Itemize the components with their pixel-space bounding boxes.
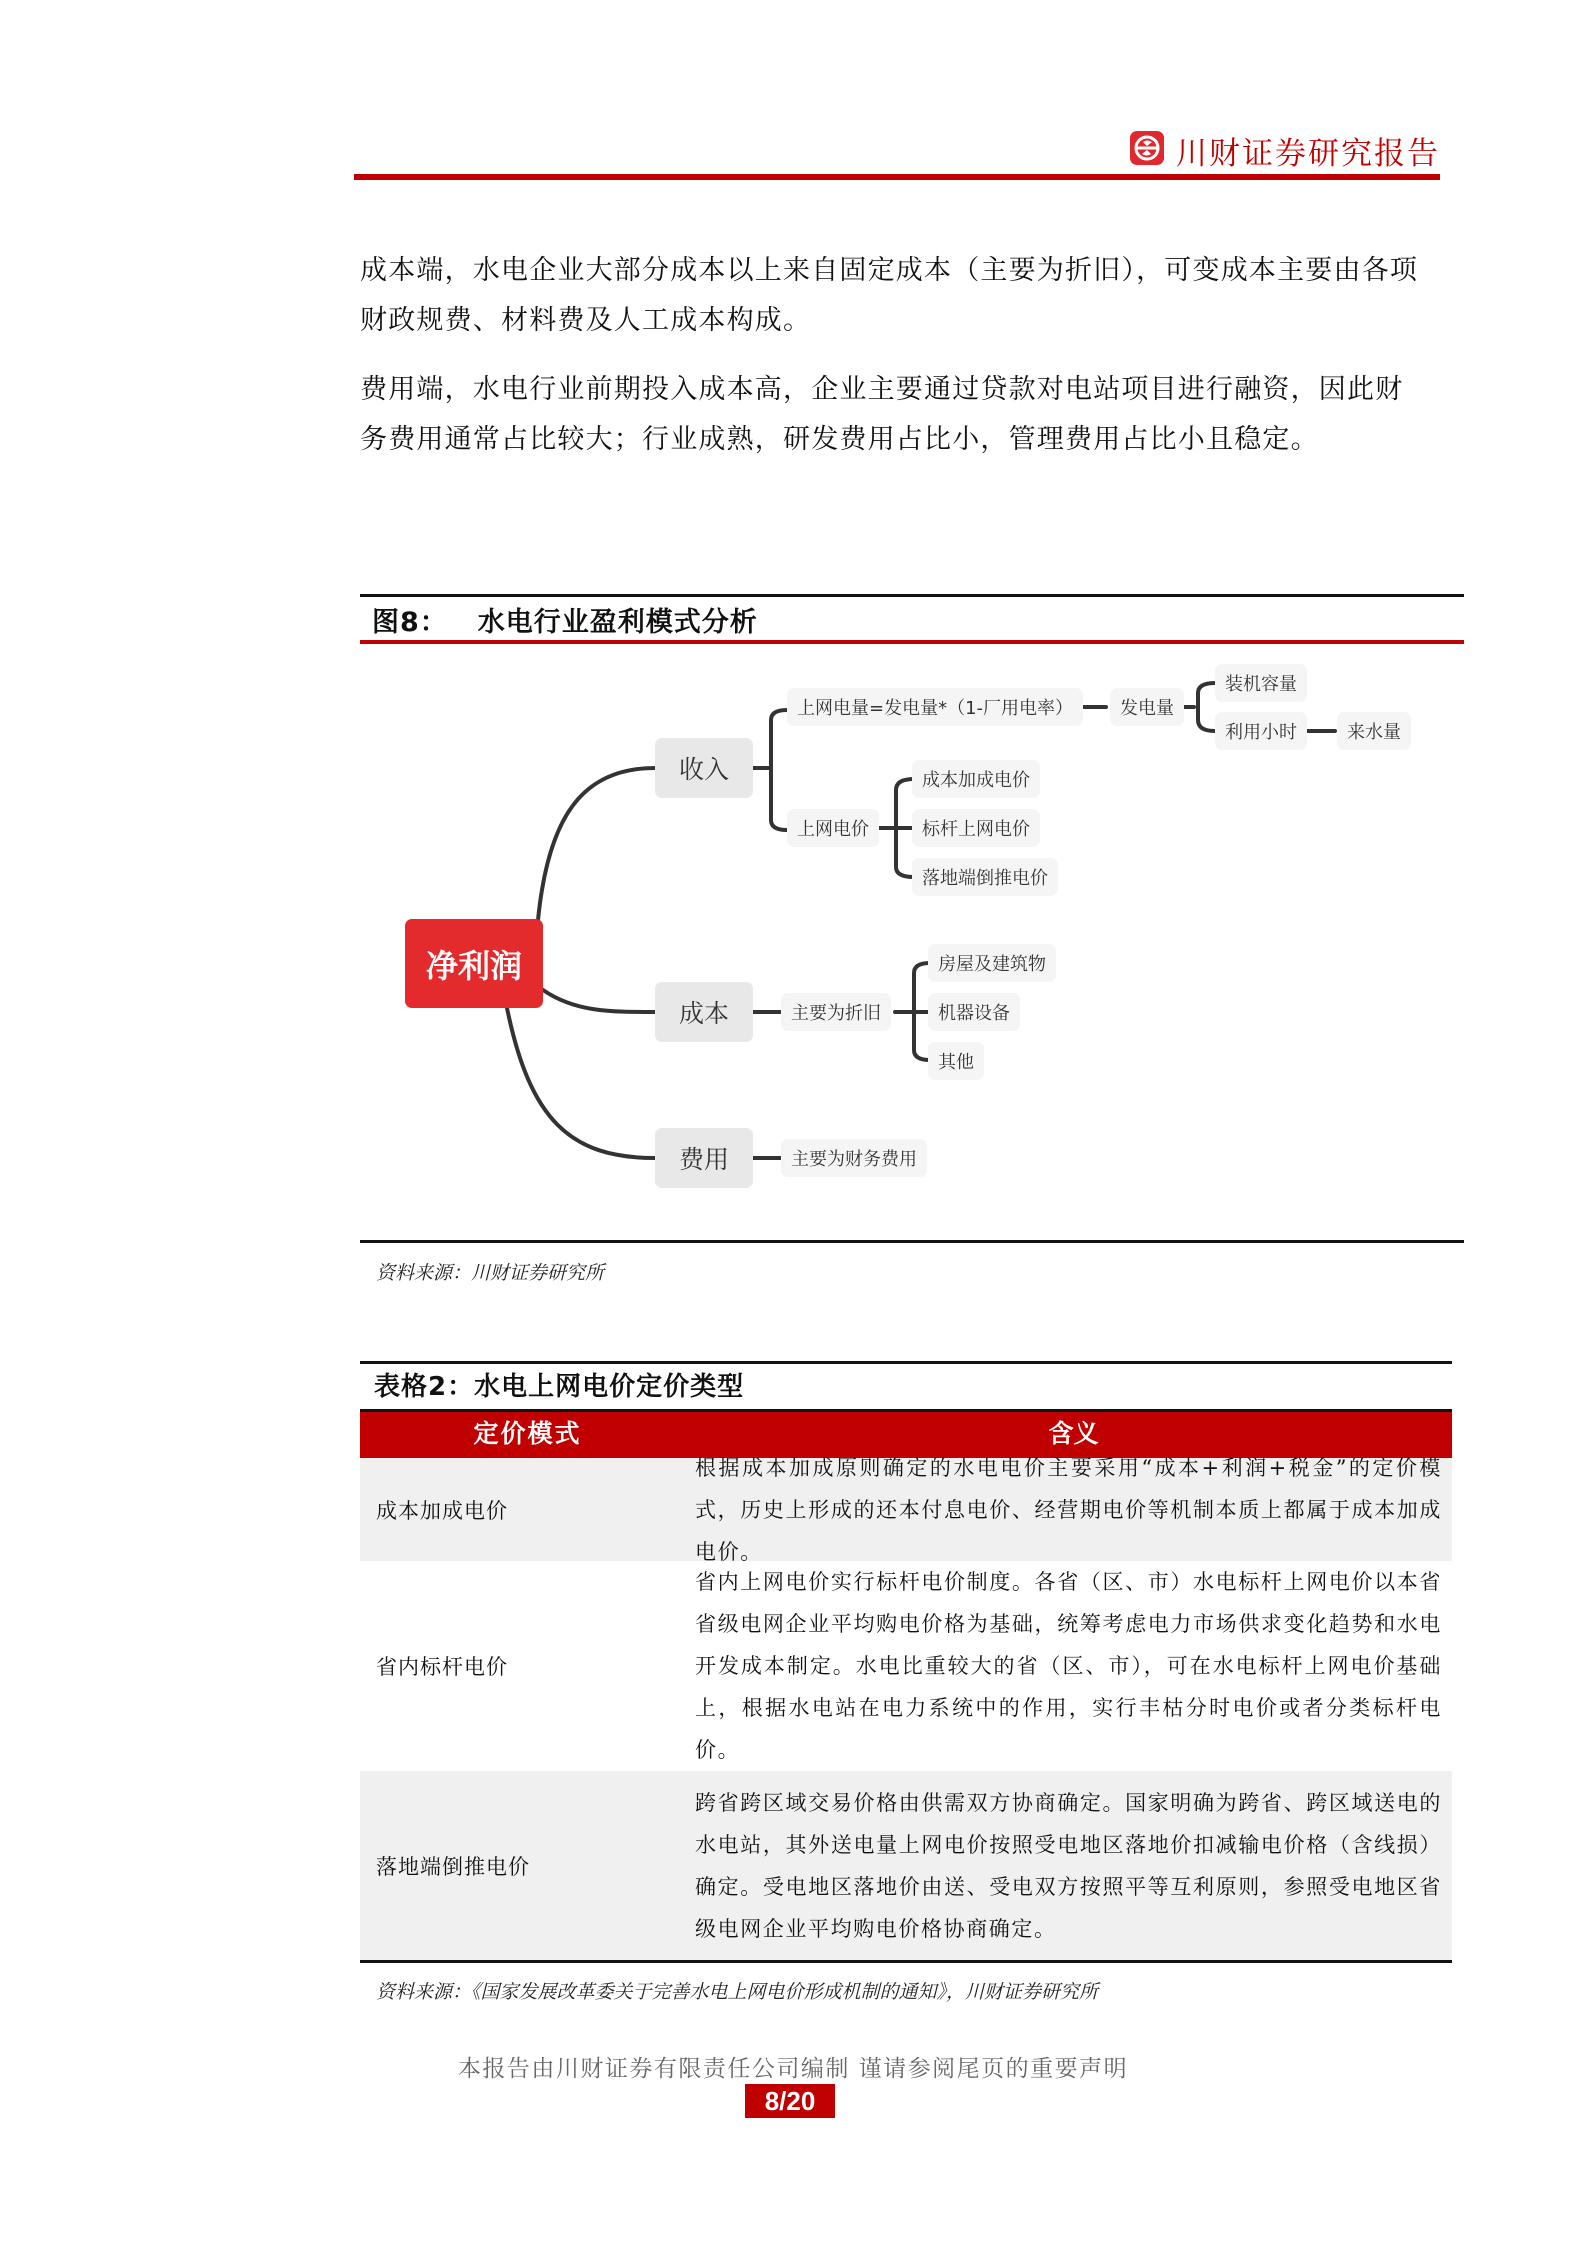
column-header-meaning: 含义: [1048, 1419, 1099, 1448]
table-bottom-rule: [360, 1960, 1452, 1963]
mindmap-node-inflow: 来水量: [1337, 712, 1411, 750]
mindmap-node-revenue: 收入: [655, 738, 753, 798]
table-row: [360, 1561, 1452, 1771]
cell-mode: 成本加成电价: [376, 1498, 508, 1523]
mindmap-node-landing-price: 落地端倒推电价: [912, 858, 1058, 896]
brand-logo-icon: [1130, 131, 1164, 165]
figure-title: [372, 600, 758, 639]
paragraph-expense: 费用端，水电行业前期投入成本高，企业主要通过贷款对电站项目进行融资，因此财务费用通常占比较大；行业成熟，研发费用占比小，管理费用占比小且稳定。: [360, 374, 1404, 455]
report-header-title: 川财证券研究报告: [1176, 136, 1440, 172]
mindmap-node-grid-volume: 上网电量=发电量*（1-厂用电率）: [787, 688, 1083, 726]
table-top-rule: [360, 1361, 1452, 1364]
table-source: 资料来源：《国家发展改革委关于完善水电上网电价形成机制的通知》，川财证券研究所: [376, 1981, 1099, 2003]
cell-meaning: 跨省跨区域交易价格由供需双方协商确定。国家明确为跨省、跨区域送电的水电站，其外送电量上网电价按照受电地区落地价扣减输电价格（含线损）确定。受电地区落地价由送、受电双方按照平等互利原则，参照受电地区省级电网企业平均购电价格协商确定。: [695, 1790, 1442, 1941]
mindmap-node-depreciation: 主要为折旧: [781, 993, 891, 1031]
table-number: 表格2：: [374, 1372, 475, 1402]
mindmap-node-cost: 成本: [655, 982, 753, 1042]
footer-disclaimer: 本报告由川财证券有限责任公司编制 谨请参阅尾页的重要声明: [457, 2056, 1129, 2082]
mindmap-node-benchmark-price: 标杆上网电价: [912, 809, 1040, 847]
figure-bottom-rule: [360, 1240, 1464, 1243]
mindmap-node-utilization-hours: 利用小时: [1215, 712, 1307, 750]
figure-top-rule: [360, 594, 1464, 597]
table-row: [360, 1455, 1452, 1564]
paragraph-cost: 成本端，水电企业大部分成本以上来自固定成本（主要为折旧），可变成本主要由各项财政规费、材料费及人工成本构成。: [360, 255, 1419, 336]
mindmap-root-net-profit: 净利润: [405, 919, 543, 1008]
figure-caption: 水电行业盈利模式分析: [477, 607, 758, 638]
cell-mode: 落地端倒推电价: [376, 1854, 530, 1879]
mindmap-node-generation: 发电量: [1110, 688, 1184, 726]
pricing-types-table: [360, 1409, 1452, 1963]
cell-meaning: 省内上网电价实行标杆电价制度。各省（区、市）水电标杆上网电价以本省省级电网企业平均购电价格为基础，统筹考虑电力市场供求变化趋势和水电开发成本制定。水电比重较大的省（区、市），可在水电标杆上网电价基础上，根据水电站在电力系统中的作用，实行丰枯分时电价或者分类标杆电价。: [695, 1570, 1442, 1762]
header-divider: [354, 174, 1440, 180]
figure-source: 资料来源：川财证券研究所: [376, 1262, 605, 1284]
figure-number: 图8：: [372, 607, 448, 638]
page-number: 8/20: [745, 2084, 835, 2118]
mindmap-node-grid-price: 上网电价: [787, 809, 879, 847]
mindmap-node-buildings: 房屋及建筑物: [928, 944, 1056, 982]
mindmap-node-other: 其他: [928, 1042, 984, 1080]
mindmap-node-machinery: 机器设备: [928, 993, 1020, 1031]
cell-meaning: 根据成本加成原则确定的水电电价主要采用“成本+利润+税金”的定价模式，历史上形成的还本付息电价、经营期电价等机制本质上都属于成本加成电价。: [695, 1455, 1442, 1564]
mindmap-node-financial-expense: 主要为财务费用: [781, 1139, 927, 1177]
table-row: [360, 1771, 1452, 1960]
mindmap-node-expense: 费用: [655, 1128, 753, 1188]
column-header-mode: 定价模式: [473, 1419, 582, 1448]
mindmap-node-installed-capacity: 装机容量: [1215, 664, 1307, 702]
table-caption: 水电上网电价定价类型: [474, 1372, 745, 1402]
table-title: [374, 1366, 744, 1403]
figure-title-rule: [360, 640, 1464, 644]
mindmap-node-cost-plus-price: 成本加成电价: [912, 760, 1040, 798]
cell-mode: 省内标杆电价: [376, 1655, 508, 1679]
